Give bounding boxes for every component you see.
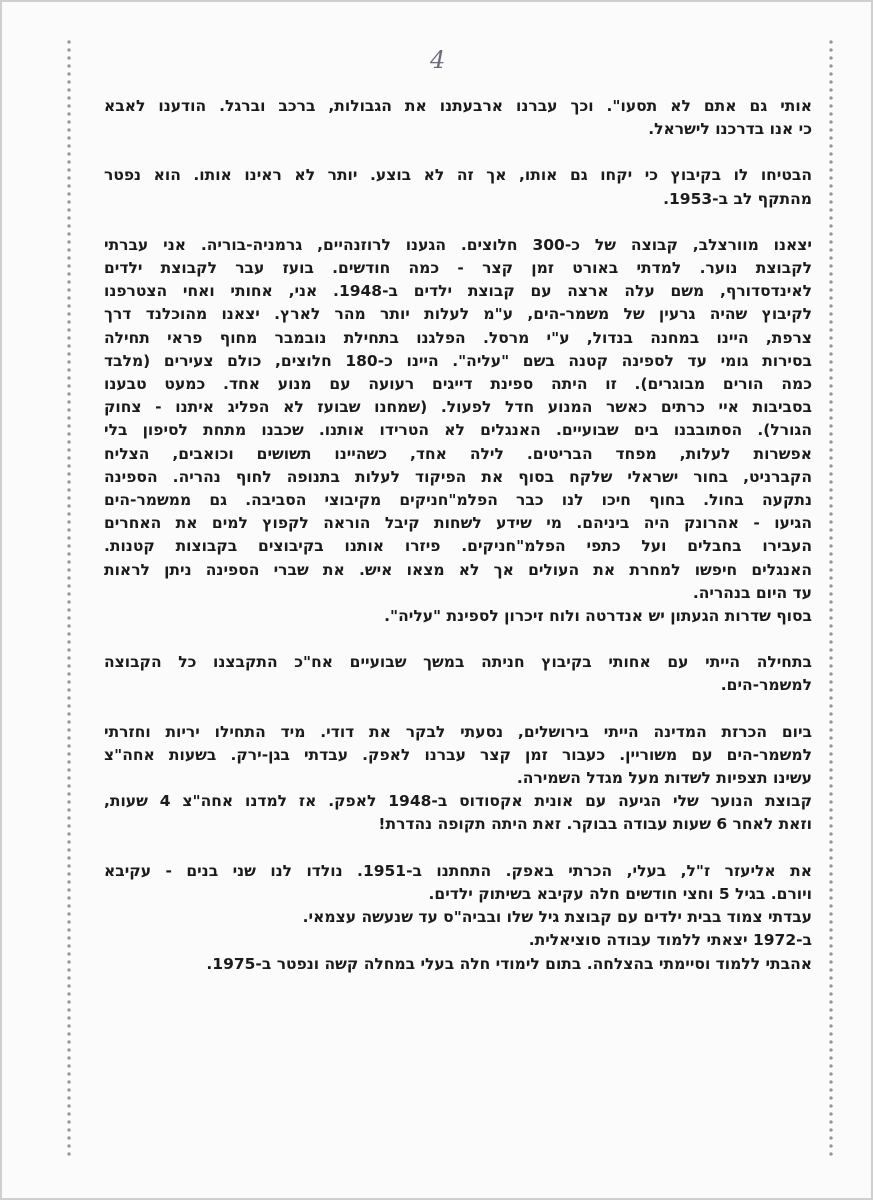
text-line: עד היום בנהריה.	[692, 583, 812, 602]
text-line: לאינדסדורף, משם עלה ארצה עם קבוצת ילדים ב-1948. אני, אחותי ואחי הצטרפנו	[104, 282, 812, 301]
paragraph-6	[104, 721, 812, 791]
text-line: למשמר-הים עם משוריין. כעבור זמן קצר עברנו לאפק. עבדתי בגן-ירק. בשעות אחה"צ	[104, 745, 812, 764]
dotted-border-left	[65, 38, 73, 1158]
text-line: מהתקף לב ב-1953.	[663, 189, 812, 208]
text-line: ביום הכרזת המדינה הייתי בירושלים, נסעתי לבקר את דודי. מיד התחילו יריות וחזרתי	[104, 722, 812, 741]
text-line: כמה הורים מבוגרים). זו היתה ספינת דייגים רעועה עם מנוע אחד. כמעט טבענו	[104, 375, 812, 394]
text-line: למשמר-הים.	[720, 676, 812, 695]
text-line: הגיעו - אהרונק היה ביניהם. מי שידע לשחות קיבל הוראה לקפוץ למים את האחרים	[104, 514, 812, 533]
text-line: אפשרות לעלות, מפחד הבריטים. לילה אחד, כשהיינו תשושים וכואבים, הצליח	[104, 444, 812, 463]
text-line: צרפת, היינו במחנה בנדול, ע"י מרסל. הפלגנו בתחילת נובמבר מחוף פראי תחילה	[104, 328, 812, 347]
text-line: אהבתי ללמוד וסיימתי בהצלחה. בתום לימודי חלה בעלי במחלה קשה ונפטר ב-1975.	[206, 954, 812, 973]
paragraph-7	[104, 790, 812, 836]
page-number: 4	[430, 46, 446, 74]
text-line: נתקעה בחול. בחוף חיכו לנו כבר הפלמ"חניקים מקיבוצי הסביבה. גם ממשמר-הים	[104, 491, 812, 510]
text-line: בסוף שדרות הגעתון יש אנדרטה ולוח זיכרון לספינת "עליה".	[384, 607, 812, 626]
text-line: בסביבות איי כרתים כאשר המנוע חדל לפעול. (שמחנו שבועז לא הפליג איתנו - צחוק	[104, 398, 812, 417]
paragraph-1	[104, 95, 812, 141]
text-line: וזאת לאחר 6 שעות עבודה בבוקר. זאת היתה תקופה נהדרת!	[378, 815, 812, 834]
paragraph-5	[104, 651, 812, 697]
text-line: לקיבוץ שהיה גרעין של משמר-הים, ע"מ לעלות יותר מהר לארץ. יצאנו מהוכלנד דרך	[104, 305, 812, 324]
text-line: בסירות גומי עד לספינה קטנה בשם "עליה". היינו כ-180 חלוצים, כולם צעירים (מלבד	[104, 351, 812, 370]
text-line: ב-1972 יצאתי ללמוד עבודה סוציאלית.	[528, 931, 812, 950]
text-line: עשינו תצפיות לשדות מעל מגדל השמירה.	[516, 769, 812, 788]
text-line: העבירו בחבלים ועל כתפי הפלמ"חניקים. פיזרו אותנו בקיבוצים בקבוצות קטנות.	[104, 537, 812, 556]
text-line: הקברניט, בחור ישראלי שלקח בסוף את הפיקוד לעלות בתנופה לחוף נהריה. הספינה	[104, 467, 812, 486]
text-line: יצאנו מוורצלב, קבוצה של כ-300 חלוצים. הגענו לרוזנהיים, גרמניה-בוריה. אני עברתי	[104, 235, 812, 254]
paragraph-9	[104, 906, 812, 929]
document-body	[104, 95, 812, 976]
paragraph-4	[104, 605, 812, 628]
paragraph-11	[104, 953, 812, 976]
dotted-border-right	[827, 38, 835, 1158]
text-line: כי אנו בדרכנו לישראל.	[648, 120, 812, 139]
paragraph-2	[104, 164, 812, 210]
text-line: הבטיחו לו בקיבוץ כי יקחו גם אותו, אך זה לא בוצע. יותר לא ראינו אותו. הוא נפטר	[104, 166, 812, 185]
text-line: אותי גם אתם לא תסעו". וכך עברנו ארבעתנו את הגבולות, ברכב וברגל. הודענו לאבא	[104, 97, 812, 115]
text-line: לקבוצת נוער. למדתי באורט זמן קצר - כמה חודשים. בועז עבר לקבוצת ילדים	[104, 259, 812, 278]
text-line: הגורל). הסתובבנו בים שבועיים. האנגלים לא הטרידו אותנו. שכבנו מתחת לסיפון בלי	[104, 421, 812, 440]
paragraph-3	[104, 234, 812, 605]
text-line: ויורם. בגיל 5 וחצי חודשים חלה עקיבא בשיתוק ילדים.	[428, 884, 812, 903]
text-line: עבדתי צמוד בבית ילדים עם קבוצת גיל שלו ובביה"ס עד שנעשה עצמאי.	[302, 908, 812, 927]
paragraph-10	[104, 929, 812, 952]
text-line: האנגלים חיפשו למחרת את העולים אך לא מצאו איש. את שברי הספינה ניתן לראות	[104, 560, 812, 579]
text-line: את אליעזר ז"ל, בעלי, הכרתי באפק. התחתנו ב-1951. נולדו לנו שני בנים - עקיבא	[104, 861, 812, 880]
text-line: בתחילה הייתי עם אחותי בקיבוץ חניתה במשך שבועיים אח"כ התקבצנו כל הקבוצה	[104, 653, 812, 672]
text-line: קבוצת הנוער שלי הגיעה עם אונית אקסודוס ב-1948 לאפק. אז למדנו אחה"צ 4 שעות,	[104, 792, 812, 811]
paragraph-8	[104, 860, 812, 906]
